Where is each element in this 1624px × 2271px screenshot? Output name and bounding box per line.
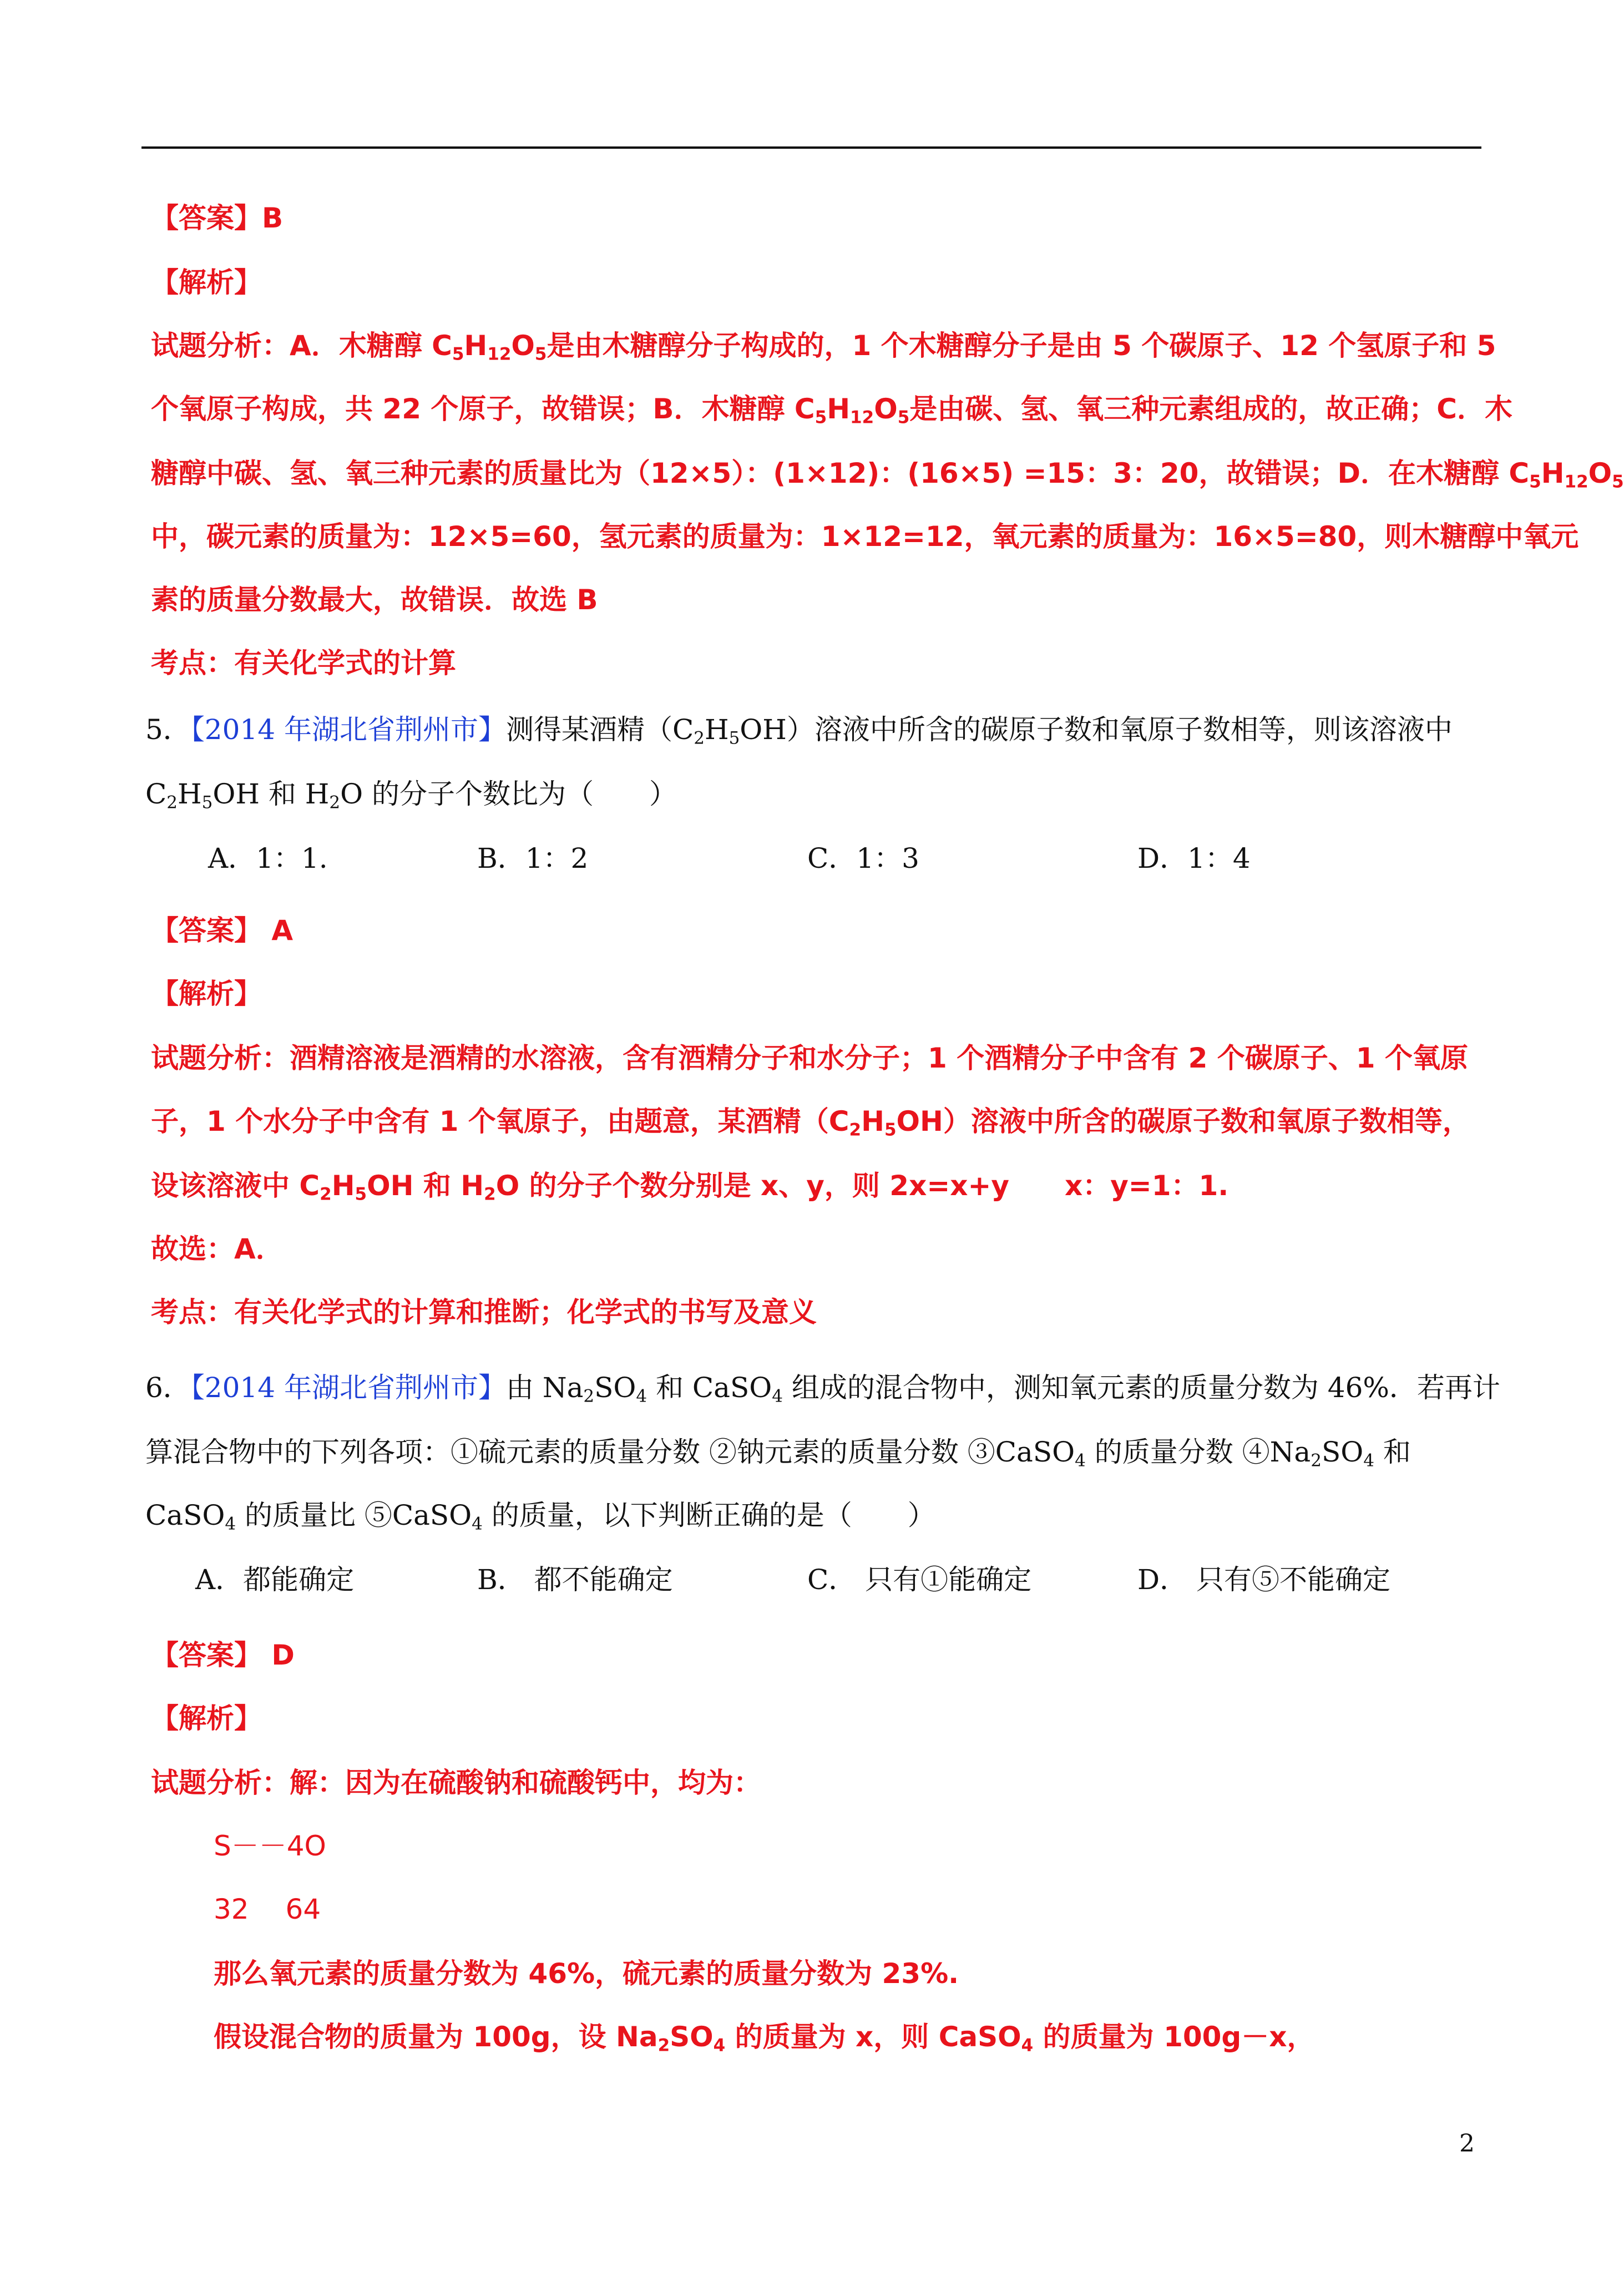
analysis-label: 【解析】 <box>151 978 262 1010</box>
analysis-text: 假设混合物的质量为 100g，设 $Na_2SO_4$ 的质量为 x，则 CaSO$_4$ 的质量为 100g－x， <box>214 2021 1315 2056</box>
analysis-text: S－－4O <box>214 1830 326 1862</box>
option-d: D． 只有⑤不能确定 <box>1137 1564 1390 1596</box>
question-stem: 5．【2014 年湖北省荆州市】测得某酒精$(C_2H_5OH)$溶液中所含的碳原子数和氧原子数相等，则该溶液中 <box>145 714 1453 748</box>
answer-value: B <box>262 202 284 234</box>
option-d: D．1：4 <box>1137 842 1251 874</box>
question-source: 【2014 年湖北省荆州市】 <box>190 714 506 746</box>
option-b: B． 都不能确定 <box>477 1564 673 1596</box>
page-number: 2 <box>1459 2130 1475 2158</box>
question-stem: CaSO$_4$ 的质量比 ⑤CaSO$_4$ 的质量，以下判断正确的是（ ） <box>145 1499 935 1534</box>
option-c: C． 只有①能确定 <box>807 1564 1032 1596</box>
analysis-text: 中，碳元素的质量为：12×5=60，氢元素的质量为：1×12=12，氧元素的质量为：16×5=80，则木糖醇中氧元 <box>151 520 1579 553</box>
question-stem: 算混合物中的下列各项：①硫元素的质量分数 ②钠元素的质量分数 ③CaSO$_4$ 的质量分数 $④Na_2SO_4$ 和 <box>145 1436 1411 1471</box>
analysis-text: 子，1 个水分子中含有 1 个氧原子，由题意，某酒精$(C_2H_5OH)$溶液中所含的碳原子数和氧原子数相等， <box>151 1105 1470 1140</box>
option-a: A．都能确定 <box>195 1564 355 1596</box>
analysis-text: 那么氧元素的质量分数为 46%，硫元素的质量分数为 23%. <box>214 1958 959 1990</box>
answer-line <box>151 204 283 232</box>
option-c: C．1：3 <box>807 842 919 874</box>
analysis-text: 个氧原子构成，共 22 个原子，故错误；B．木糖醇 $C_5H_{12}O_5$是由碳、氢、氧三种元素组成的，故正确；C．木 <box>151 393 1512 428</box>
analysis-text: 试题分析：解：因为在硫酸钠和硫酸钙中，均为： <box>151 1767 761 1799</box>
option-b: B．1：2 <box>477 842 589 874</box>
question-stem: 6．【2014 年湖北省荆州市】由 $Na_2SO_4$ 和 CaSO$_4$ 组成的混合物中，测知氧元素的质量分数为 46%．若再计 <box>145 1372 1500 1407</box>
analysis-text: 素的质量分数最大，故错误．故选 B <box>151 584 598 616</box>
header-rule <box>141 146 1481 149</box>
kaodian: 考点：有关化学式的计算和推断；化学式的书写及意义 <box>151 1296 817 1328</box>
answer-label: 【答案】 <box>151 202 262 234</box>
option-a: A．1：1. <box>208 842 328 874</box>
analysis-label: 【解析】 <box>151 266 262 299</box>
answer-line: 【答案】 D <box>151 1639 295 1671</box>
analysis-text: 糖醇中碳、氢、氧三种元素的质量比为（12×5）：(1×12)：(16×5) =15：3：20，故错误；D．在木糖醇 $C_5H_{12}O_5$ <box>151 457 1624 492</box>
answer-line: 【答案】 A <box>151 914 294 947</box>
question-stem: $C_2H_5OH$ 和 $H_2O$ 的分子个数比为（ ） <box>145 778 677 813</box>
question-source: 【2014 年湖北省荆州市】 <box>190 1372 506 1404</box>
analysis-text: 设该溶液中 $C_2H_5OH$ 和 $H_2O$ 的分子个数分别是 x、y，则 2x=x+y x：y=1：1. <box>151 1170 1229 1205</box>
choice-text: 故选：A． <box>151 1233 284 1265</box>
kaodian: 考点：有关化学式的计算 <box>151 647 456 679</box>
analysis-label: 【解析】 <box>151 1702 262 1734</box>
analysis-text: 32 64 <box>214 1893 321 1925</box>
analysis-text: 试题分析：A．木糖醇 $C_5H_{12}O_5$是由木糖醇分子构成的，1 个木糖醇分子是由 5 个碳原子、12 个氢原子和 5 <box>151 330 1496 365</box>
analysis-text: 试题分析：酒精溶液是酒精的水溶液，含有酒精分子和水分子；1 个酒精分子中含有 2 个碳原子、1 个氧原 <box>151 1042 1468 1074</box>
